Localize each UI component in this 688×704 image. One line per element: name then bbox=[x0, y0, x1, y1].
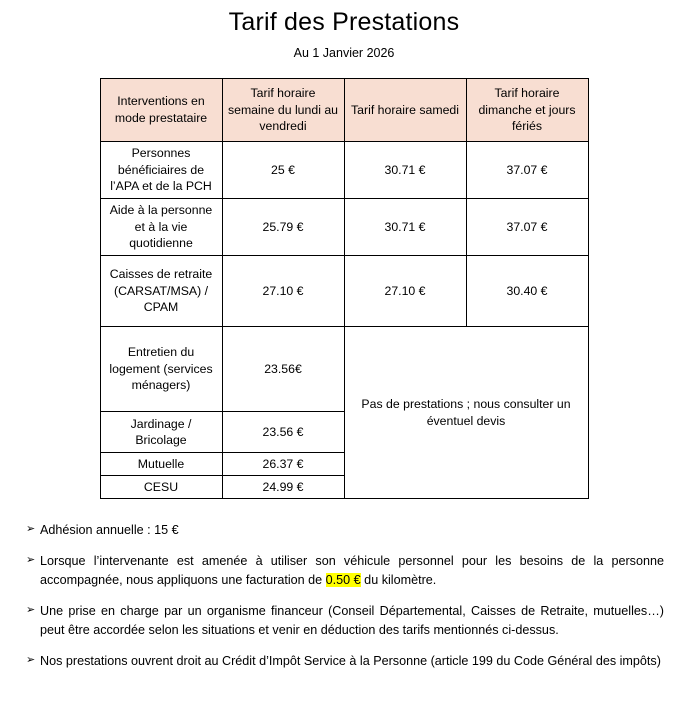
table-row bbox=[100, 326, 588, 411]
row-week-value: 26.37 € bbox=[222, 452, 344, 475]
table-row bbox=[100, 141, 588, 198]
arrow-bullet-icon: ➢ bbox=[26, 653, 36, 666]
row-sunday-value: 30.40 € bbox=[466, 255, 588, 326]
note-credit-impot bbox=[26, 652, 664, 672]
notes-section bbox=[26, 521, 664, 671]
row-saturday-value: 27.10 € bbox=[344, 255, 466, 326]
row-label: Personnes bénéficiaires de l’APA et de la PCH bbox=[100, 141, 222, 198]
document-page bbox=[0, 8, 688, 704]
page-title: Tarif des Prestations bbox=[228, 8, 460, 36]
row-label: Aide à la personne et à la vie quotidienne bbox=[100, 198, 222, 255]
note-text: Nos prestations ouvrent droit au Crédit d’Impôt Service à la Personne (article 199 du Code Général des impôts) bbox=[40, 653, 661, 668]
tarifs-table bbox=[100, 78, 589, 499]
note-text: Une prise en charge par un organisme financeur (Conseil Départemental, Caisses de Retraite, mutuelles…) peut être accordée selon les situations et venir en déduction des tarifs mentionnés ci-dessus. bbox=[40, 603, 664, 638]
note-text-before: Lorsque l’intervenante est amenée à utiliser son véhicule personnel pour les besoins de la personne accompagnée, nous appliquons une facturation de bbox=[40, 553, 664, 588]
row-label: Entretien du logement (services ménagers) bbox=[100, 326, 222, 411]
arrow-bullet-icon: ➢ bbox=[26, 553, 36, 566]
row-week-value: 25.79 € bbox=[222, 198, 344, 255]
row-label: Mutuelle bbox=[100, 452, 222, 475]
note-adhesion bbox=[26, 521, 664, 541]
column-header-week: Tarif horaire semaine du lundi au vendredi bbox=[222, 79, 344, 142]
note-prise-en-charge bbox=[26, 602, 664, 641]
row-sunday-value: 37.07 € bbox=[466, 198, 588, 255]
arrow-bullet-icon: ➢ bbox=[26, 603, 36, 616]
row-label: Jardinage / Bricolage bbox=[100, 411, 222, 452]
table-header-row bbox=[100, 79, 588, 142]
row-label: CESU bbox=[100, 476, 222, 499]
arrow-bullet-icon: ➢ bbox=[26, 523, 36, 536]
row-week-value: 24.99 € bbox=[222, 476, 344, 499]
note-highlight-rate: 0.50 € bbox=[325, 573, 361, 588]
note-text: Adhésion annuelle : 15 € bbox=[40, 523, 179, 538]
row-week-value: 27.10 € bbox=[222, 255, 344, 326]
column-header-interventions: Interventions en mode prestataire bbox=[100, 79, 222, 142]
note-text-after: du kilomètre. bbox=[360, 573, 437, 588]
row-saturday-value: 30.71 € bbox=[344, 141, 466, 198]
page-subtitle: Au 1 Janvier 2026 bbox=[293, 46, 395, 60]
row-week-value: 25 € bbox=[222, 141, 344, 198]
column-header-sunday: Tarif horaire dimanche et jours fériés bbox=[466, 79, 588, 142]
table-row bbox=[100, 255, 588, 326]
row-week-value: 23.56 € bbox=[222, 411, 344, 452]
column-header-saturday: Tarif horaire samedi bbox=[344, 79, 466, 142]
note-vehicule bbox=[26, 552, 664, 591]
row-saturday-value: 30.71 € bbox=[344, 198, 466, 255]
row-label: Caisses de retraite (CARSAT/MSA) / CPAM bbox=[100, 255, 222, 326]
table-row bbox=[100, 198, 588, 255]
row-sunday-value: 37.07 € bbox=[466, 141, 588, 198]
row-week-value: 23.56€ bbox=[222, 326, 344, 411]
merged-no-service-note: Pas de prestations ; nous consulter un éventuel devis bbox=[344, 326, 588, 498]
